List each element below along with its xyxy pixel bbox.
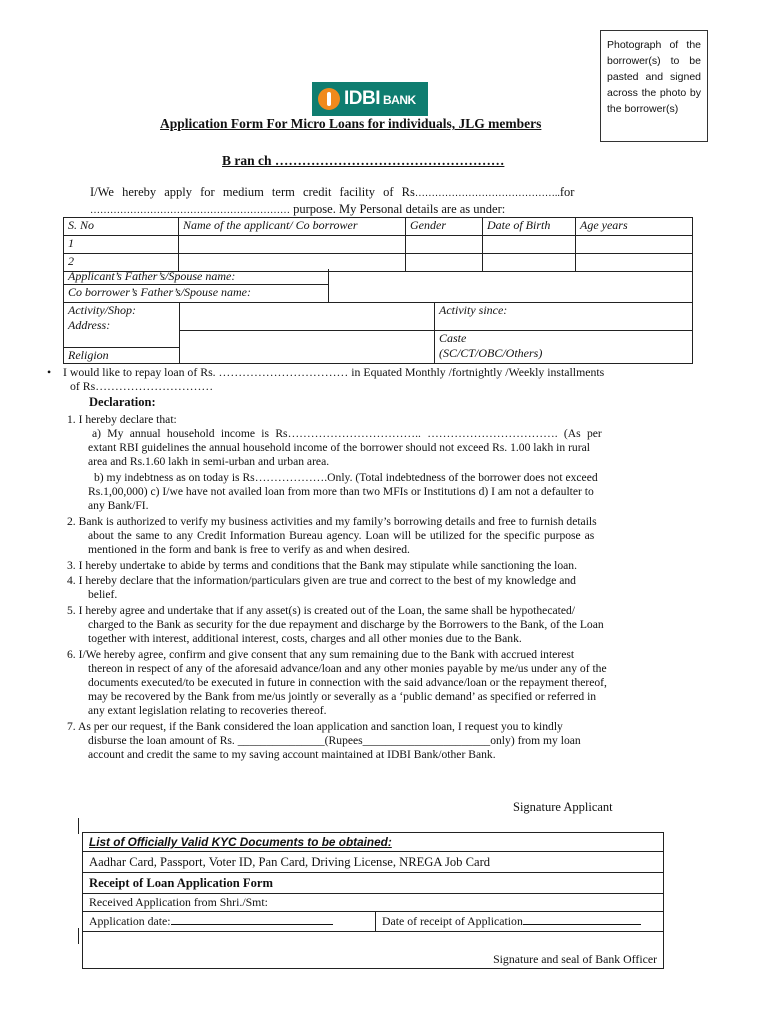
declaration-line: b) my indebtness as on today is Rs……………….Only. (Total indebtedness of the borrower does not exceed [94, 471, 598, 484]
header-name: Name of the applicant/ Co borrower [179, 218, 406, 236]
credit-amount-field[interactable]: …………………………………….. [414, 188, 560, 199]
declaration-line: disburse the loan amount of Rs. _______________(Rupees______________________only) from my loan [88, 734, 581, 747]
header-dob: Date of Birth [483, 218, 576, 236]
intro-text-b: for [559, 185, 575, 199]
kyc-documents: Aadhar Card, Passport, Voter ID, Pan Card, Driving License, NREGA Job Card [83, 852, 663, 873]
declaration-line: mentioned in the form and bank is free to verify as and when desired. [88, 543, 410, 556]
religion-label: Religion [64, 348, 180, 364]
caste-options: (SC/CT/OBC/Others) [439, 346, 543, 360]
form-title: Application Form For Micro Loans for individuals, JLG members [160, 116, 542, 131]
receipt-heading: Receipt of Loan Application Form [83, 873, 663, 894]
activity-shop-label: Activity/Shop: [68, 303, 136, 317]
officer-signature-row [83, 932, 663, 968]
declaration-line: 4. I hereby declare that the information/particulars given are true and correct to the best of my knowledge and [67, 574, 576, 587]
declaration-line: any extant legislation relating to recoveries thereof. [88, 704, 327, 717]
declaration-line: Rs.1,00,000) c) I/we have not availed loan from more than two MFIs or Institutions d) I am not a defaulter to [88, 485, 594, 498]
kyc-heading: List of Officially Valid KYC Documents to be obtained: [83, 833, 663, 852]
date-of-receipt-input[interactable] [523, 912, 641, 925]
branch-field[interactable]: B ran ch …………………………………………… [222, 153, 505, 168]
intro-text-c: purpose. My Personal details are as under: [293, 202, 506, 216]
declaration-line: 1. I hereby declare that: [67, 413, 177, 426]
declaration-line: charged to the Bank as security for the due repayment and discharge by the Borrowers to the Bank, of the Loan [88, 618, 604, 631]
declaration-line: area and Rs.1.60 lakh in semi-urban and urban area. [88, 455, 330, 468]
photograph-instructions: Photograph of the borrower(s) to be pasted and signed across the photo by the borrower(s) [607, 39, 701, 115]
declaration-line: account and credit the same to my saving account maintained at IDBI Bank/other Bank. [88, 748, 496, 761]
kyc-receipt-box [82, 832, 664, 969]
purpose-field[interactable]: …………………………………………………… [90, 205, 290, 216]
declaration-line: any Bank/FI. [88, 499, 149, 512]
application-date-input[interactable] [171, 912, 333, 925]
application-date-label: Application date: [89, 914, 171, 928]
officer-signature-label: Signature and seal of Bank Officer [493, 952, 657, 966]
declaration-line: together with interest, additional interest, costs, charges and all other monies due to the Bank. [88, 632, 522, 645]
bullet-icon: • [47, 365, 63, 379]
received-from-field[interactable]: Received Application from Shri./Smt: [83, 894, 663, 912]
dates-row [83, 912, 663, 932]
address-label: Address: [68, 318, 111, 332]
co-borrower-father-label: Co borrower’s Father’s/Spouse name: [64, 285, 329, 302]
declaration-heading: Declaration: [89, 395, 156, 409]
declaration-line: 7. As per our request, if the Bank considered the loan application and sanction loan, I request you to kindly [67, 720, 563, 733]
logo-name: IDBI [344, 88, 380, 109]
row-number: 2 [64, 254, 179, 272]
margin-mark [78, 928, 79, 944]
declaration-line: extant RBI guidelines the annual household income of the borrower should not exceed Rs. 1.00 lakh in rural [88, 441, 590, 454]
declaration-line: 3. I hereby undertake to abide by terms and conditions that the Bank may stipulate while sanctioning the loan. [67, 559, 577, 572]
repay-text: I would like to repay loan of Rs. …………………………… in Equated Monthly /fortnightly /Weekly installments [62, 365, 605, 379]
row-number: 1 [64, 236, 179, 254]
declaration-line: documents executed/to be executed in future in connection with the said advance/loan or the repayment thereof, [88, 676, 607, 689]
activity-since-label: Activity since: [434, 303, 692, 331]
declaration-line: 2. Bank is authorized to verify my business activities and my family’s borrowing details and free to furnish details [67, 515, 597, 528]
repay-line-2: of Rs………………………… [70, 379, 214, 393]
declaration-line: thereon in respect of any of the aforesaid advance/loan and any other monies payable by me/us under any of the [88, 662, 607, 675]
intro-text-a: I/We hereby apply for medium term credit facility of Rs [90, 185, 415, 199]
applicant-father-label: Applicant’s Father’s/Spouse name: [64, 269, 329, 285]
declaration-line: belief. [88, 588, 118, 601]
header-age: Age years [576, 218, 693, 236]
caste-label: Caste [439, 331, 467, 345]
header-gender: Gender [406, 218, 483, 236]
declaration-line: 6. I/We hereby agree, confirm and give consent that any sum remaining due to the Bank with accrued interest [67, 648, 575, 661]
declaration-line: about the same to any Credit Information Bureau agency. Loan will be utilized for the specific purpose as [88, 529, 595, 542]
logo-suffix: BANK [383, 93, 416, 107]
margin-mark [78, 818, 79, 834]
declaration-line: may be recovered by the Bank from me/us jointly or severally as a ‘public demand’ as specified or referred in [88, 690, 597, 703]
date-of-receipt-label: Date of receipt of Application [382, 914, 523, 928]
declaration-line: a) My annual household income is Rs…………………………….. ……………………………. (As per [92, 427, 602, 440]
declaration-line: 5. I hereby agree and undertake that if any asset(s) is created out of the Loan, the same shall be hypothecated/ [67, 604, 575, 617]
signature-applicant-label: Signature Applicant [513, 800, 613, 814]
header-s-no: S. No [64, 218, 179, 236]
